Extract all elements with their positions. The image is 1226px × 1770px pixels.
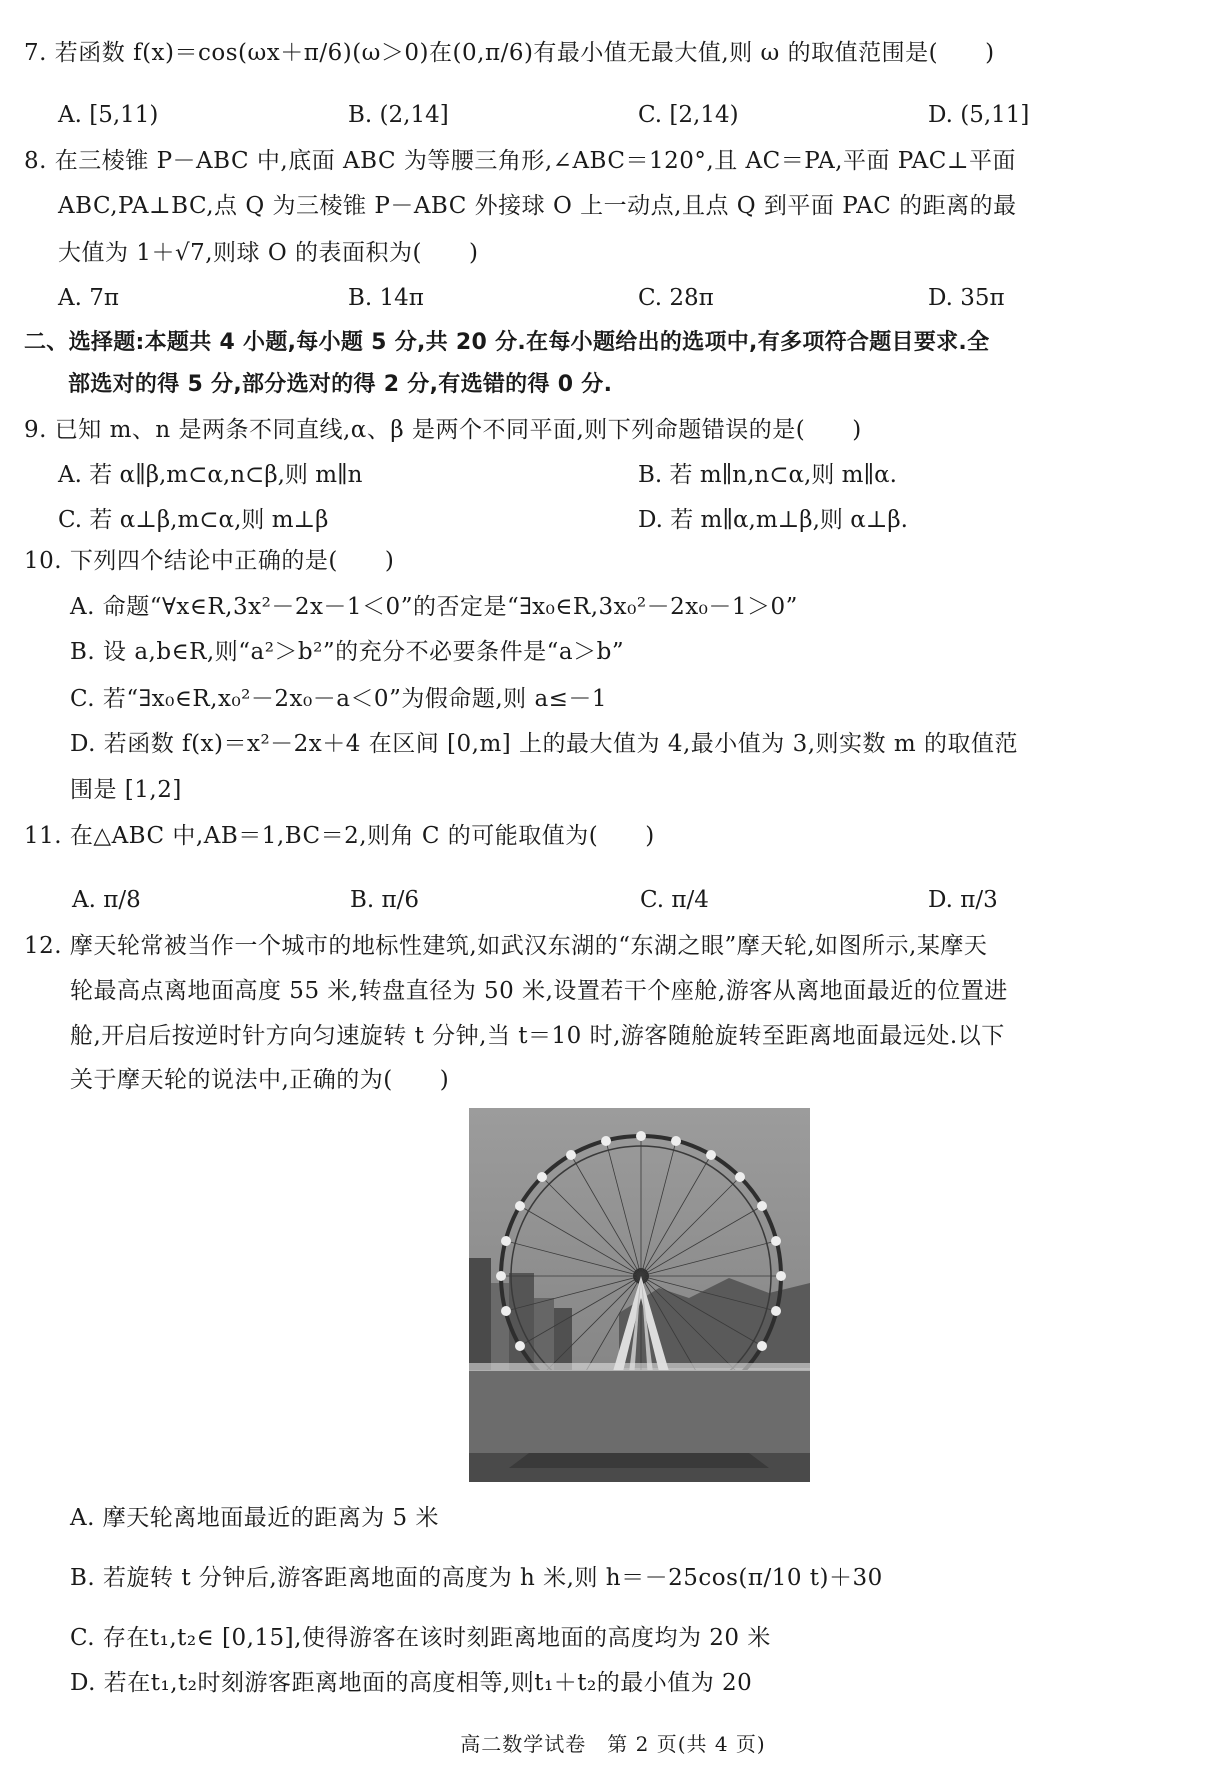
q7-option-c: C. [2,14) (638, 102, 739, 128)
section-2-heading-line-1: 二、选择题:本题共 4 小题,每小题 5 分,共 20 分.在每小题给出的选项中,有多项符合题目要求.全 (24, 330, 990, 355)
q10-option-a: A. 命题“∀x∈R,3x²－2x－1＜0”的否定是“∃x₀∈R,3x₀²－2x₀－1＞0” (70, 594, 798, 620)
q8-option-a: A. 7π (58, 285, 119, 311)
q12-option-b: B. 若旋转 t 分钟后,游客距离地面的高度为 h 米,则 h＝－25cos(π/10 t)＋30 (70, 1565, 883, 1591)
q7-option-a: A. [5,11) (58, 102, 159, 128)
q9-stem: 9. 已知 m、n 是两条不同直线,α、β 是两个不同平面,则下列命题错误的是( ) (24, 417, 862, 443)
page-footer: 高二数学试卷 第 2 页(共 4 页) (460, 1732, 766, 1756)
q11-stem: 11. 在△ABC 中,AB＝1,BC＝2,则角 C 的可能取值为( ) (24, 823, 655, 849)
q9-option-b: B. 若 m∥n,n⊂α,则 m∥α. (638, 462, 897, 488)
q8-option-d: D. 35π (928, 285, 1005, 311)
q8-line-2: ABC,PA⊥BC,点 Q 为三棱锥 P－ABC 外接球 O 上一动点,且点 Q 到平面 PAC 的距离的最 (58, 193, 1017, 219)
q10-option-d: D. 若函数 f(x)＝x²－2x＋4 在区间 [0,m] 上的最大值为 4,最小值为 3,则实数 m 的取值范 (70, 731, 1018, 757)
q10-stem: 10. 下列四个结论中正确的是( ) (24, 548, 395, 574)
q8-option-c: C. 28π (638, 285, 714, 311)
q12-option-c: C. 存在t₁,t₂∈ [0,15],使得游客在该时刻距离地面的高度均为 20 米 (70, 1625, 771, 1651)
ferris-wheel-photo (469, 1108, 810, 1482)
q7-option-b: B. (2,14] (348, 102, 449, 128)
q10-option-d-continued: 围是 [1,2] (70, 777, 182, 803)
q12-option-a: A. 摩天轮离地面最近的距离为 5 米 (70, 1505, 439, 1531)
q8-option-b: B. 14π (348, 285, 424, 311)
q10-option-b: B. 设 a,b∈R,则“a²＞b²”的充分不必要条件是“a＞b” (70, 639, 625, 665)
q7-stem: 7. 若函数 f(x)＝cos(ωx＋π/6)(ω＞0)在(0,π/6)有最小值无最大值,则 ω 的取值范围是( ) (24, 40, 995, 66)
q9-option-c: C. 若 α⊥β,m⊂α,则 m⊥β (58, 507, 329, 533)
q12-option-d: D. 若在t₁,t₂时刻游客距离地面的高度相等,则t₁＋t₂的最小值为 20 (70, 1670, 753, 1696)
q11-option-b: B. π/6 (350, 887, 420, 913)
q12-line-4: 关于摩天轮的说法中,正确的为( ) (70, 1067, 450, 1093)
q12-line-3: 舱,开启后按逆时针方向匀速旋转 t 分钟,当 t＝10 时,游客随舱旋转至距离地面最远处.以下 (70, 1023, 1005, 1049)
q11-option-c: C. π/4 (640, 887, 709, 913)
q12-line-2: 轮最高点离地面高度 55 米,转盘直径为 50 米,设置若干个座舱,游客从离地面最近的位置进 (70, 978, 1008, 1004)
q9-option-a: A. 若 α∥β,m⊂α,n⊂β,则 m∥n (58, 462, 363, 488)
q10-option-c: C. 若“∃x₀∈R,x₀²－2x₀－a＜0”为假命题,则 a≤－1 (70, 686, 608, 712)
q8-line-1: 8. 在三棱锥 P－ABC 中,底面 ABC 为等腰三角形,∠ABC＝120°,且 AC＝PA,平面 PAC⊥平面 (24, 148, 1017, 174)
section-2-heading-line-2: 部选对的得 5 分,部分选对的得 2 分,有选错的得 0 分. (68, 372, 613, 397)
q11-option-a: A. π/8 (72, 887, 141, 913)
q11-option-d: D. π/3 (928, 887, 998, 913)
q9-option-d: D. 若 m∥α,m⊥β,则 α⊥β. (638, 507, 908, 533)
q12-line-1: 12. 摩天轮常被当作一个城市的地标性建筑,如武汉东湖的“东湖之眼”摩天轮,如图所示,某摩天 (24, 933, 988, 959)
q8-line-3: 大值为 1＋√7,则球 O 的表面积为( ) (58, 240, 479, 266)
q7-option-d: D. (5,11] (928, 102, 1030, 128)
